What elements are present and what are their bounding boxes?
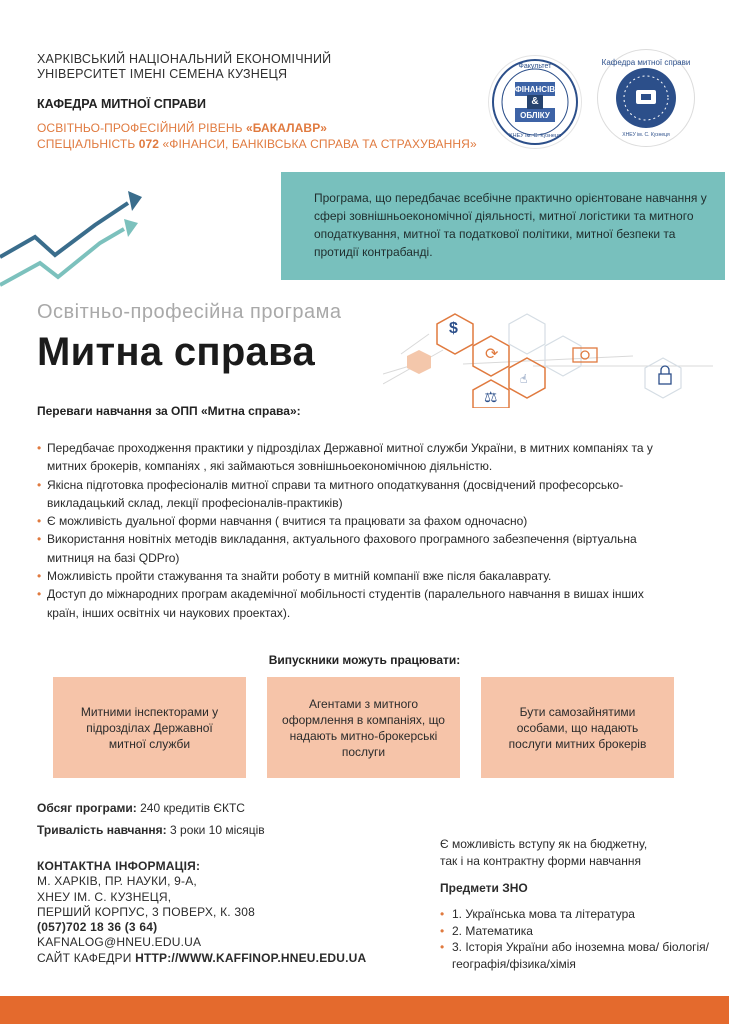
- career-card-agent: Агентами з митного оформлення в компаніях, що надають митно-брокерські послуги: [267, 677, 460, 778]
- footer-bar: [0, 996, 729, 1024]
- scales-icon: ⚖: [484, 389, 498, 406]
- growth-arrow-icon: [0, 185, 150, 300]
- list-item: • 2. Математика: [440, 923, 710, 940]
- logo-bottom-text: ХНЕУ ім. С. Кузнеця: [508, 133, 562, 139]
- list-item: • Доступ до міжнародних програм академічної мобільності студентів (паралельного навчання в вишах інших країн, інших освітніх чи наукових проектах).: [37, 585, 677, 622]
- admission-text-line1: Є можливість вступу як на бюджетну,: [440, 837, 648, 851]
- zno-heading: Предмети ЗНО: [440, 881, 528, 895]
- education-level: ОСВІТНЬО-ПРОФЕСІЙНИЙ РІВЕНЬ «БАКАЛАВР»: [37, 121, 328, 135]
- advantages-heading: Переваги навчання за ОПП «Митна справа»:: [37, 404, 301, 418]
- intro-text: Програма, що передбачає всебічне практично орієнтоване навчання у сфері зовнішньоекономічної діяльності, митної логістики та митного оподаткування, митної та податкової політики, митної безпеки та протидії контрабанді.: [314, 191, 707, 259]
- specialty: СПЕЦІАЛЬНІСТЬ 072 «ФІНАНСИ, БАНКІВСЬКА СПРАВА ТА СТРАХУВАННЯ»: [37, 137, 477, 151]
- refresh-icon: ⟳: [485, 346, 499, 363]
- hexagon-icons-graphic: [383, 304, 729, 408]
- zno-subjects-list: [440, 906, 710, 972]
- logo-word-accounting: ОБЛІКУ: [520, 111, 550, 120]
- list-item: • Передбачає проходження практики у підрозділах Державної митної служби України, в митних компаніях та у митних брокерів, компаніях , які займаються зовнішньоекономічною діяльністю.: [37, 439, 677, 476]
- program-title: Митна справа: [37, 330, 316, 374]
- dollar-icon: $: [449, 320, 458, 337]
- logo-word-finance: ФІНАНСІВ: [514, 85, 556, 94]
- customs-department-logo: [598, 50, 694, 146]
- contact-address-line1: М. ХАРКІВ, ПР. НАУКИ, 9-А,: [37, 874, 197, 889]
- department-name: КАФЕДРА МИТНОЇ СПРАВИ: [37, 97, 206, 111]
- list-item: • Використання новітніх методів викладання, актуального фахового програмного забезпечення (віртуальна митниця на базі QDPro): [37, 530, 677, 567]
- list-item: • Якісна підготовка професіоналів митної справи та митного оподаткування (досвідчений професорсько-викладацький склад, лекції професіоналів-практиків): [37, 476, 677, 513]
- list-item: • Є можливість дуальної форми навчання ( вчитися та працювати за фахом одночасно): [37, 512, 677, 530]
- university-name-line2: УНІВЕРСИТЕТ ІМЕНІ СЕМЕНА КУЗНЕЦЯ: [37, 67, 288, 81]
- career-card-broker: Бути самозайнятими особами, що надають послуги митних брокерів: [481, 677, 674, 778]
- contact-heading: КОНТАКТНА ІНФОРМАЦІЯ:: [37, 859, 201, 873]
- contact-email[interactable]: KAFNALOG@HNEU.EDU.UA: [37, 935, 202, 950]
- career-card-inspector: Митними інспекторами у підрозділах Державної митної служби: [53, 677, 246, 778]
- logo-ampersand: &: [531, 96, 539, 107]
- list-item: • Можливість пройти стажування та знайти роботу в митній компанії вже після бакалаврату.: [37, 567, 677, 585]
- banknote-icon: [574, 346, 598, 360]
- faculty-finance-logo: [489, 56, 581, 148]
- program-duration: Тривалість навчання: 3 роки 10 місяців: [37, 823, 265, 837]
- advantages-list: [37, 439, 677, 622]
- contact-phone: (057)702 18 36 (3 64): [37, 920, 158, 935]
- list-item: • 1. Українська мова та література: [440, 906, 710, 923]
- graduates-heading: Випускники можуть працювати:: [268, 653, 461, 667]
- customs-logo-ring-text: Кафедра митної справи: [601, 58, 691, 67]
- list-item: • 3. Історія України або іноземна мова/ біологія/географія/фізика/хімія: [440, 939, 710, 972]
- site-link[interactable]: HTTP://WWW.KAFFINOP.HNEU.EDU.UA: [135, 950, 367, 965]
- admission-text-line2: так і на контрактну форми навчання: [440, 854, 641, 868]
- customs-logo-bottom-text: ХНЕУ ім. С. Кузнеця: [622, 132, 670, 138]
- contact-address-line3: ПЕРШИЙ КОРПУС, 3 ПОВЕРХ, К. 308: [37, 904, 255, 919]
- contact-block: [37, 859, 366, 966]
- contact-site: САЙТ КАФЕДРИ HTTP://WWW.KAFFINOP.HNEU.EDU.UA: [37, 950, 367, 965]
- hand-icon: ☝: [520, 372, 528, 386]
- program-subtitle: Освітньо-професійна програма: [37, 301, 342, 323]
- university-name-line1: ХАРКІВСЬКИЙ НАЦІОНАЛЬНИЙ ЕКОНОМІЧНИЙ: [37, 52, 332, 66]
- contact-address-line2: ХНЕУ ІМ. С. КУЗНЕЦЯ,: [37, 889, 172, 904]
- lock-icon: [659, 372, 673, 386]
- logo-top-text: Факультет: [518, 63, 552, 70]
- program-volume: Обсяг програми: 240 кредитів ЄКТС: [37, 801, 245, 815]
